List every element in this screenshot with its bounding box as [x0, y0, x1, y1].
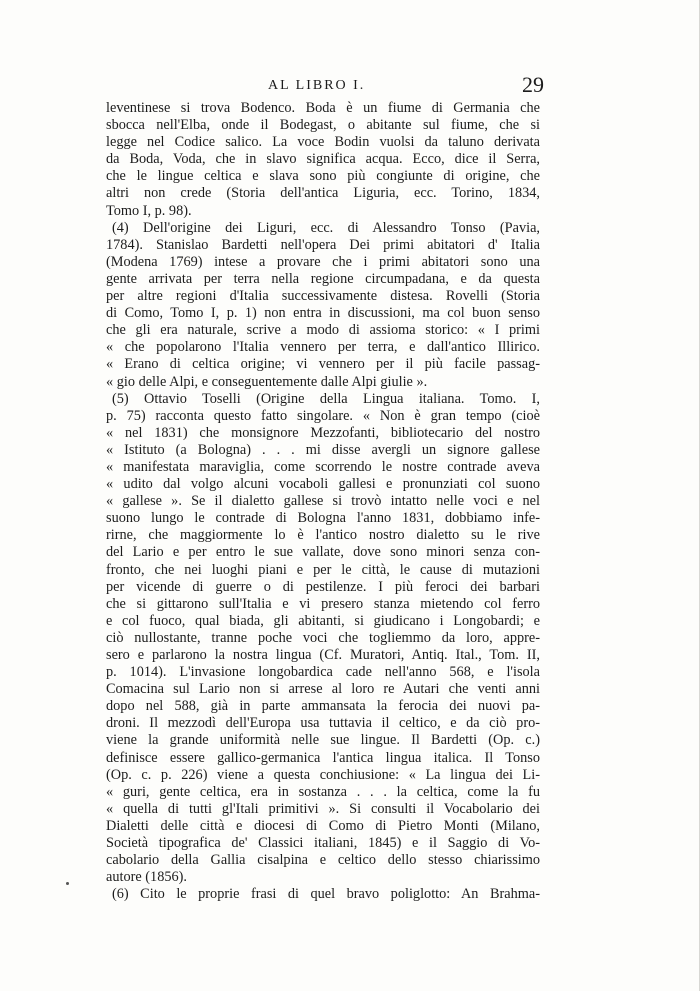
text-line: del Lario e per entro le sue vallate, dove sono minori senza con- [106, 544, 540, 561]
text-line: di Como, Tomo I, p. 1) non entra in discussioni, ma col buon senso [106, 305, 540, 322]
text-line: droni. Il mezzodì dell'Europa usa tuttavia il celtico, e da ciò pro- [106, 715, 540, 732]
text-line: « udito dal volgo alcuni vocaboli gallesi e pronunziati col suono [106, 476, 540, 493]
text-line: « guri, gente celtica, era in sostanza . . . la celtica, come la fu [106, 783, 540, 800]
text-line: « Erano di celtica origine; vi vennero per il più facile passag- [106, 356, 540, 373]
footnote-4-start: (4) Dell'origine dei Liguri, ecc. di Alessandro Tonso (Pavia, [112, 219, 540, 236]
text-line: Dialetti delle città e diocesi di Como di Pietro Monti (Milano, [106, 817, 540, 834]
text-line: definisce essere gallico-germanica l'antica lingua italica. Il Tonso [106, 749, 540, 766]
text-line: sbocca nell'Elba, onde il Bodegast, o abitante sul fiume, che si [106, 117, 540, 134]
text-line: p. 1014). L'invasione longobardica cade nell'anno 568, e l'isola [106, 664, 540, 681]
text-line: e col fuoco, qual biada, gli abitanti, si giudicano i Longobardi; e [106, 612, 540, 629]
page-speck [66, 882, 69, 885]
text-line: « gio delle Alpi, e conseguentemente dalle Alpi giulie ». [106, 373, 428, 390]
text-line: (Modena 1769) intese a provare che i primi abitatori sono una [106, 253, 540, 270]
text-line: legge nel Codice salico. La voce Bodin vuolsi da taluno derivata [106, 134, 540, 151]
page-number: 29 [522, 72, 544, 97]
text-line: (Op. c. p. 226) viene a questa conchiusione: « La lingua dei Li- [106, 766, 540, 783]
footnote-6-start: (6) Cito le proprie frasi di quel bravo poliglotto: An Brahma- [112, 886, 540, 903]
text-line: ciò nullostante, tranne poche voci che togliemmo da loro, appre- [106, 629, 540, 646]
text-line: viene la grande uniformità nelle sue lingue. Il Bardetti (Op. c.) [106, 732, 540, 749]
text-line: Comacina sul Lario non si arrese al loro re Autari che venti anni [106, 681, 540, 698]
text-line: per altre regioni d'Italia successivamente distesa. Rovelli (Storia [106, 288, 540, 305]
text-line: « manifestata maraviglia, come scorrendo le nostre contrade aveva [106, 458, 540, 475]
text-line: « Istituto (a Bologna) . . . mi disse avergli un signore gallese [106, 441, 540, 458]
running-head: AL LIBRO I. [268, 78, 366, 93]
text-line: che le lingue celtica e slava sono più congiunte di origine, che [106, 168, 540, 185]
text-line: autore (1856). [106, 869, 187, 886]
text-line: « nel 1831) che monsignore Mezzofanti, bibliotecario del nostro [106, 424, 540, 441]
text-line: suono lungo le contrade di Bologna l'anno 1831, dobbiamo infe- [106, 510, 540, 527]
text-line: sero e parlarono la nostra lingua (Cf. Muratori, Antiq. Ital., Tom. II, [106, 647, 540, 663]
text-line: per vicende di guerre o di pestilenze. I più feroci dei barbari [106, 578, 540, 595]
text-line: che si gittarono sull'Italia e vi presero stanza mietendo col ferro [106, 595, 540, 612]
text-line: dopo nel 588, già in parte ammansata la ferocia dei nuovi pa- [106, 698, 540, 715]
text-line: leventinese si trova Bodenco. Boda è un fiume di Germania che [106, 100, 540, 116]
text-line: fronto, che nei luoghi piani e per le città, le cause di mutazioni [106, 561, 540, 578]
text-line: altri non crede (Storia dell'antica Liguria, ecc. Torino, 1834, [106, 185, 540, 202]
text-line: da Boda, Voda, che in slavo significa acqua. Ecco, dice il Serra, [106, 151, 540, 168]
text-line: « che popolarono l'Italia vennero per terra, e dall'antico Illirico. [106, 339, 540, 356]
text-line: Tomo I, p. 98). [106, 202, 192, 219]
text-line: « quella di tutti gl'Itali primitivi ». Si consulti il Vocabolario dei [106, 800, 540, 817]
footnote-text [106, 100, 540, 903]
text-line: rirne, che maggiormente lo è l'antico nostro dialetto su le rive [106, 527, 540, 544]
text-line: 1784). Stanislao Bardetti nell'opera Dei primi abitatori d' Italia [106, 236, 540, 253]
text-line: gente arrivata per terra nella regione circumpadana, e da questa [106, 270, 540, 287]
footnote-5-start: (5) Ottavio Toselli (Origine della Lingua italiana. Tomo. I, [112, 390, 540, 407]
text-line: p. 75) racconta questo fatto singolare. « Non è gran tempo (cioè [106, 407, 540, 424]
text-line: « gallese ». Se il dialetto gallese si trovò intatto nelle voci e nel [106, 493, 540, 510]
text-line: Società tipografica de' Classici italiani, 1845) e il Saggio di Vo- [106, 835, 540, 852]
text-line: che gli era naturale, scrive a modo di assioma storico: « I primi [106, 322, 540, 339]
text-line: cabolario della Gallia cisalpina e celtico dello stesso chiarissimo [106, 852, 540, 869]
